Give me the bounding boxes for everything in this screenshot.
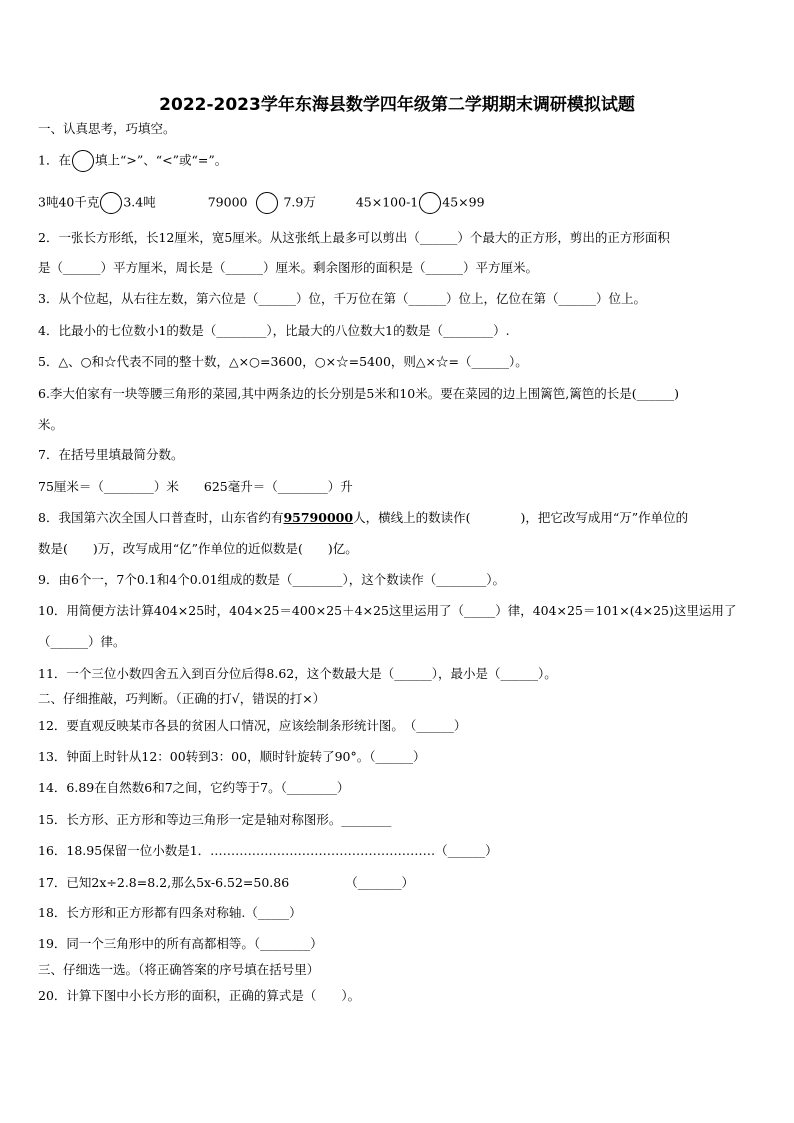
answer-circle[interactable] [256, 192, 278, 214]
question-6-line-1: 6.李大伯家有一块等腰三角形的菜园,其中两条边的长分别是5米和10米。要在菜园的边上围篱笆,篱笆的长是(______) [38, 386, 679, 401]
section-3-heading: 三、仔细选一选。（将正确答案的序号填在括号里） [38, 962, 320, 977]
question-8-line-1 [38, 510, 764, 526]
question-18: 18．长方形和正方形都有四条对称轴.（_____） [38, 905, 302, 920]
q1-item-b-left: 79000 [207, 194, 248, 210]
question-9: 9．由6个一，7个0.1和4个0.01组成的数是（________），这个数读作（________）。 [38, 572, 506, 587]
q17-answer-blank: （_______） [345, 875, 414, 890]
question-19: 19．同一个三角形中的所有高都相等。（________） [38, 936, 323, 951]
q1-instruction: 填上“>”、“<”或“=”。 [94, 152, 228, 168]
q1-item-b-right: 7.9万 [283, 194, 316, 210]
q1-item-a-right: 3.4吨 [123, 194, 156, 210]
question-14: 14．6.89在自然数6和7之间，它约等于7。（________） [38, 780, 350, 795]
q8-text-b: 人，横线上的数读作( )，把它改写成用“万”作单位的 [353, 510, 689, 525]
answer-circle[interactable] [100, 192, 122, 214]
question-10-line-1: 10．用简便方法计算404×25时，404×25＝400×25＋4×25这里运用了（_____）律，404×25＝101×(4×25)这里运用了 [38, 603, 737, 618]
q17-text: 17．已知2x÷2.8=8.2,那么5x-6.52=50.86 [38, 875, 290, 890]
question-2-line-1: 2．一张长方形纸，长12厘米，宽5厘米。从这张纸上最多可以剪出（______）个最大的正方形，剪出的正方形面积 [38, 230, 670, 245]
section-1-heading: 一、认真思考，巧填空。 [38, 121, 176, 136]
question-4: 4．比最小的七位数小1的数是（________），比最大的八位数大1的数是（________）. [38, 323, 510, 338]
question-13: 13．钟面上时针从12：00转到3：00，顺时针旋转了90°。（______） [38, 749, 426, 764]
page-title: 2022-2023学年东海县数学四年级第二学期期末调研模拟试题 [159, 95, 635, 115]
q8-text-a: 8．我国第六次全国人口普查时，山东省约有 [38, 510, 284, 525]
question-15: 15．长方形、正方形和等边三角形一定是轴对称图形。________ [38, 812, 392, 827]
section-2-heading: 二、仔细推敲，巧判断。（正确的打√，错误的打×） [38, 691, 326, 706]
answer-circle[interactable] [419, 192, 441, 214]
question-1 [38, 150, 764, 172]
q1-prefix: 1．在 [38, 152, 71, 168]
answer-circle[interactable] [72, 150, 94, 172]
question-8-line-2: 数是( )万，改写成用“亿”作单位的近似数是( )亿。 [38, 541, 358, 556]
question-10-line-2: （______）律。 [38, 634, 126, 649]
question-6-line-2: 米。 [38, 417, 64, 432]
question-5: 5．△、○和☆代表不同的整十数，△×○=3600，○×☆=5400，则△×☆=（______）。 [38, 354, 528, 369]
question-20: 20．计算下图中小长方形的面积，正确的算式是（ ）。 [38, 988, 361, 1003]
question-1-items [38, 192, 764, 214]
question-16: 16．18.95保留一位小数是1．………………………………………………（______） [38, 843, 498, 858]
question-3: 3．从个位起，从右往左数，第六位是（______）位，千万位在第（______）位上，亿位在第（______）位上。 [38, 291, 646, 306]
question-7-line-1: 7．在括号里填最简分数。 [38, 447, 184, 462]
q1-item-c-left: 45×100-1 [355, 194, 419, 210]
q8-underlined-number: 95790000 [283, 510, 354, 525]
question-11: 11．一个三位小数四舍五入到百分位后得8.62，这个数最大是（______），最小是（______）。 [38, 666, 557, 681]
question-7-line-2: 75厘米＝（________）米 625毫升＝（________）升 [38, 479, 353, 494]
question-17 [38, 875, 764, 891]
q1-item-a-left: 3吨40千克 [38, 194, 100, 210]
q1-item-c-right: 45×99 [442, 194, 485, 210]
question-2-line-2: 是（______）平方厘米，周长是（______）厘米。剩余图形的面积是（______）平方厘米。 [38, 260, 539, 275]
question-12: 12．要直观反映某市各县的贫困人口情况，应该绘制条形统计图。 （______） [38, 718, 467, 733]
